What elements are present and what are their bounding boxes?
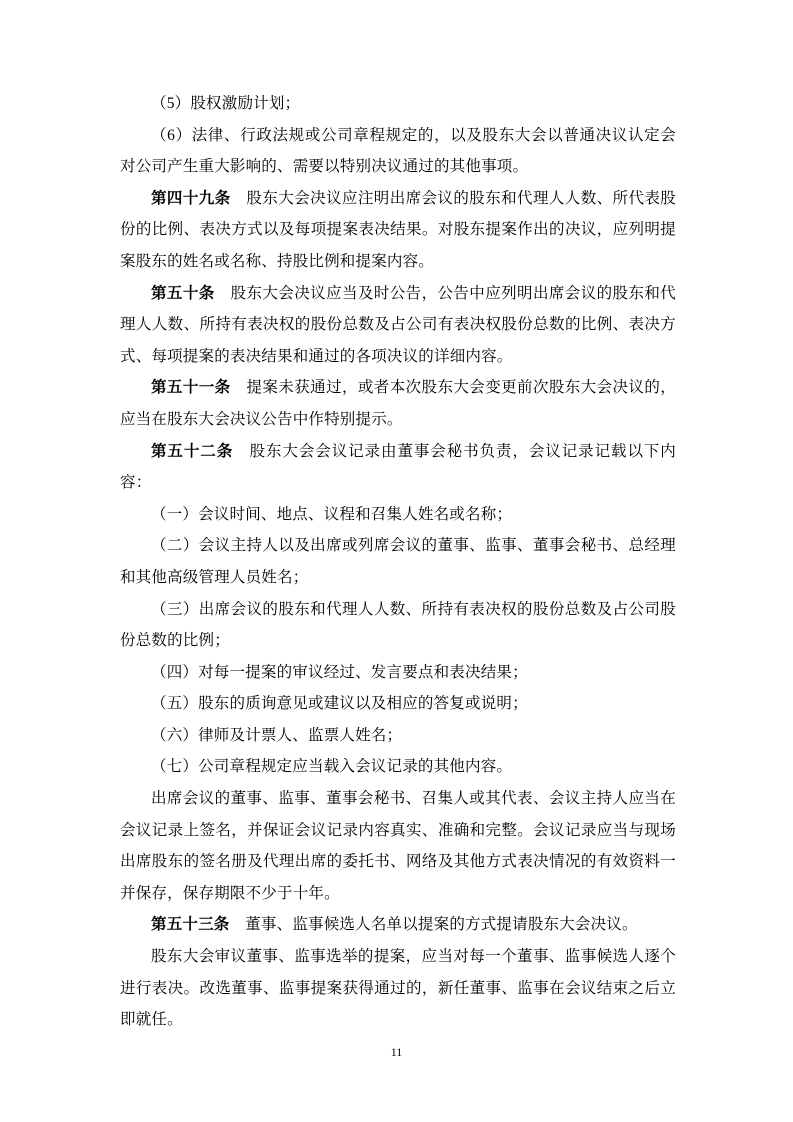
text-run: （七）公司章程规定应当载入会议记录的其他内容。 — [151, 758, 513, 776]
text-run: （二）会议主持人以及出席或列席会议的董事、监事、董事会秘书、总经理和其他高级管理人员姓名； — [120, 537, 676, 586]
text-run: 股东大会决议应当及时公告，公告中应列明出席会议的股东和代理人人数、所持有表决权的股份总数及占公司有表决权股份总数的比例、表决方式、每项提案的表决结果和通过的各项决议的详细内容。 — [120, 284, 676, 365]
text-run: （五）股东的质询意见或建议以及相应的答复或说明； — [151, 695, 528, 713]
paragraph-4 — [120, 278, 676, 373]
paragraph-6 — [120, 436, 676, 499]
paragraph-8 — [120, 530, 676, 593]
paragraph-10 — [120, 657, 676, 689]
paragraph-1 — [120, 88, 676, 120]
text-run: （四）对每一提案的审议经过、发言要点和表决结果； — [151, 663, 528, 681]
paragraph-9 — [120, 594, 676, 657]
document-body — [120, 88, 676, 1036]
paragraph-5 — [120, 372, 676, 435]
text-run: 提案未获通过，或者本次股东大会变更前次股东大会决议的，应当在股东大会决议公告中作特别提示。 — [120, 379, 676, 428]
text-run: （6）法律、行政法规或公司章程规定的，以及股东大会以普通决议认定会对公司产生重大影响的、需要以特别决议通过的其他事项。 — [120, 126, 676, 176]
text-run: （一）会议时间、地点、议程和召集人姓名或名称； — [151, 505, 513, 523]
text-run: 股东大会会议记录由董事会秘书负责，会议记录记载以下内容： — [120, 442, 676, 492]
article-number: 第五十一条 — [151, 379, 231, 397]
text-run: （六）律师及计票人、监票人姓名； — [151, 726, 403, 744]
text-run: （5）股权激励计划； — [151, 95, 301, 112]
article-number: 第四十九条 — [151, 189, 231, 207]
article-number: 第五十三条 — [151, 916, 230, 934]
paragraph-13 — [120, 751, 676, 783]
paragraph-11 — [120, 688, 676, 720]
paragraph-2 — [120, 120, 676, 183]
article-number: 第五十条 — [151, 284, 215, 302]
text-run: 股东大会决议应注明出席会议的股东和代理人人数、所代表股份的比例、表决方式以及每项提案表决结果。对股东提案作出的决议，应列明提案股东的姓名或名称、持股比例和提案内容。 — [120, 189, 676, 270]
text-run: 董事、监事候选人名单以提案的方式提请股东大会决议。 — [229, 916, 638, 934]
article-number: 第五十二条 — [151, 442, 234, 460]
paragraph-12 — [120, 720, 676, 752]
page-number: 11 — [390, 1045, 403, 1059]
text-run: 股东大会审议董事、监事选举的提案，应当对每一个董事、监事候选人逐个进行表决。改选董事、监事提案获得通过的，新任董事、监事在会议结束之后立即就任。 — [120, 948, 676, 1029]
paragraph-14 — [120, 783, 676, 909]
paragraph-3 — [120, 183, 676, 278]
text-run: （三）出席会议的股东和代理人人数、所持有表决权的股份总数及占公司股份总数的比例； — [120, 600, 676, 650]
text-run: 出席会议的董事、监事、董事会秘书、召集人或其代表、会议主持人应当在会议记录上签名，并保证会议记录内容真实、准确和完整。会议记录应当与现场出席股东的签名册及代理出席的委托书、网络及其他方式表决情况的有效资料一并保存，保存期限不少于十年。 — [120, 790, 676, 902]
paragraph-7 — [120, 499, 676, 531]
paragraph-16 — [120, 941, 676, 1036]
paragraph-15 — [120, 909, 676, 941]
